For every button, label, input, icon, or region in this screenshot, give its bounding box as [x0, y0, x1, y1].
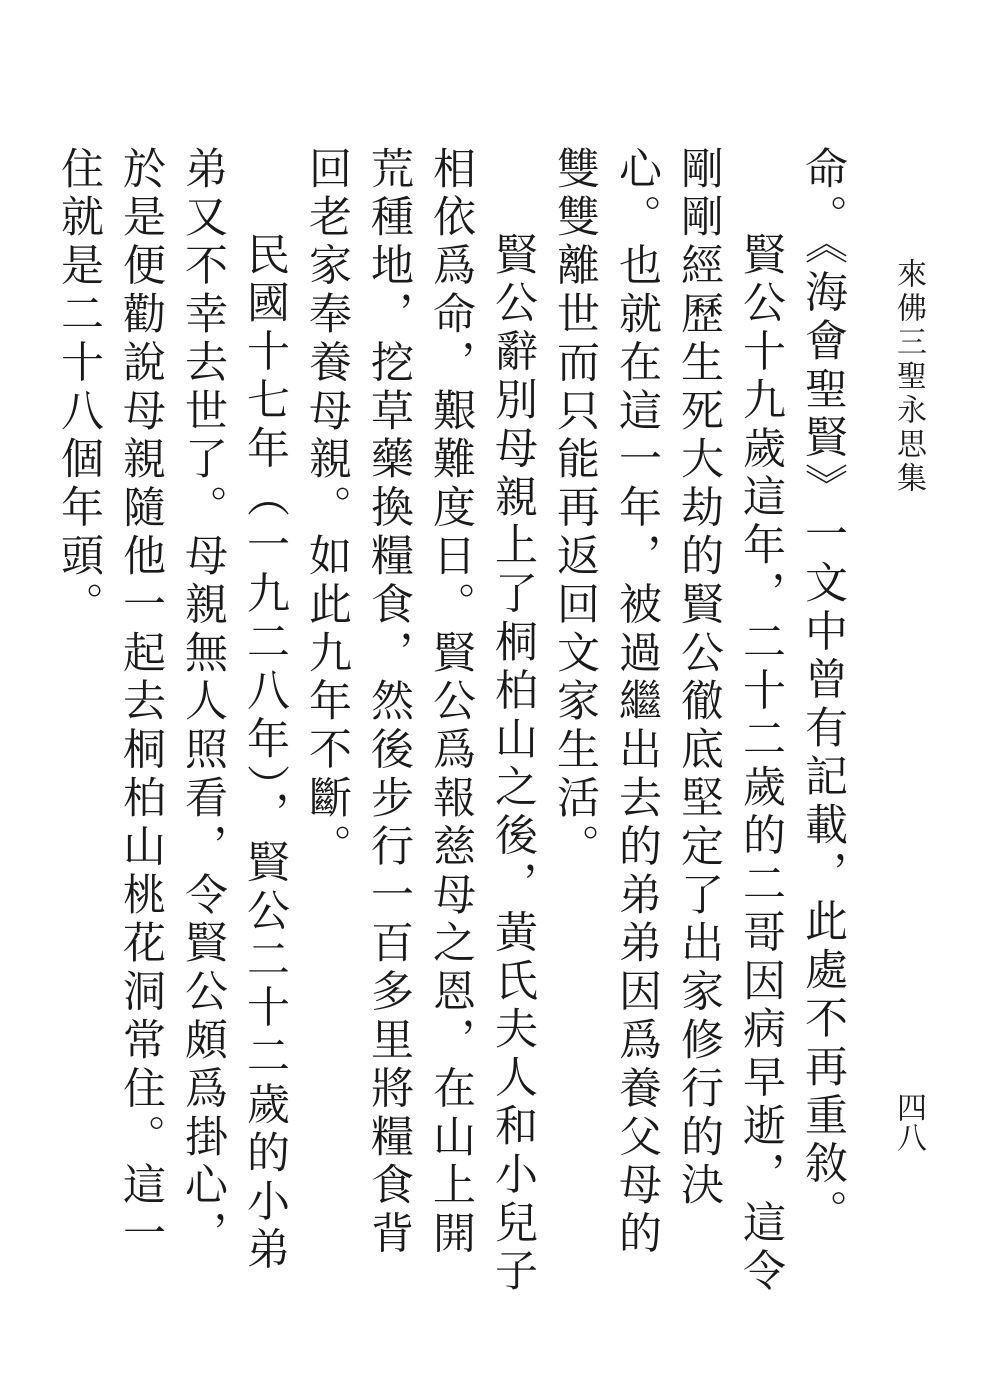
- page-number: 四八: [891, 1092, 926, 1152]
- body-text: [48, 146, 854, 1306]
- paragraph-2: 賢公十九歲這年，二十二歲的二哥因病早逝，這令剛剛經歷生死大劫的賢公徹底堅定了出家修行的決心。也就在這一年，被過繼出去的弟弟因爲養父母的雙雙離世而只能再返回文家生活。: [550, 146, 786, 1297]
- paragraph-4: 民國十七年（一九二八年），賢公二十二歲的小弟弟又不幸去世了。母親無人照看，令賢公頗爲掛心，於是便勸說母親隨他一起去桐柏山桃花洞常住。這一住就是二十八個年頭。: [54, 146, 290, 1276]
- running-title: 來佛三聖永思集: [891, 258, 926, 496]
- paragraph-3: 賢公辭別母親上了桐柏山之後，黃氏夫人和小兒子相依爲命，艱難度日。賢公爲報慈母之恩，在山上開荒種地，挖草藥換糧食，然後步行一百多里將糧食背回老家奉養母親。如此九年不斷。: [302, 146, 538, 1297]
- paragraph-1: 命。《海會聖賢》一文中曾有記載，此處不再重敘。: [798, 146, 848, 1238]
